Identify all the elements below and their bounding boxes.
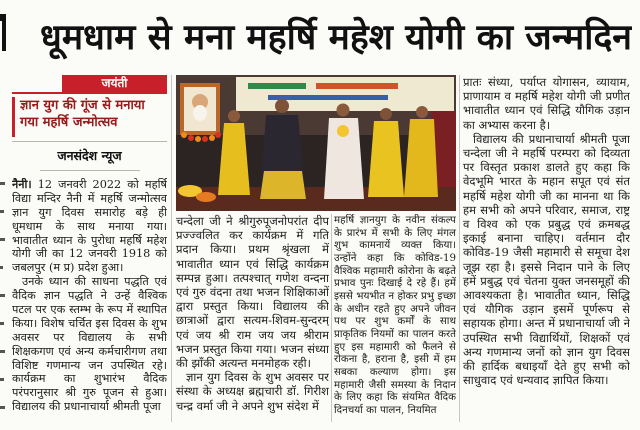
person-figure	[368, 121, 404, 197]
adjacent-article-edge-marks	[0, 0, 8, 426]
article-paragraph: उनके ध्यान की साधना पद्धति एवं वैदिक ज्ञान पद्धति ने उन्हें वैश्विक पटल पर एक स्तम्भ के रूप में स्थापित किया। विशेष चर्चित इस दिवस के शुभ अवसर पर विद्यालय के सभी शिक्षकगण एवं अन्य कर्मचारीगण तथा विशिष्ट गणमान्य जन उपस्थित रहे। कार्यक्रम का शुभारंभ वैदिक परंपरानुसार श्री गुरु पूजन से हुआ। विद्यालय की प्रधानाचार्या श्रीमती पूजा	[12, 275, 167, 414]
flower-bouquet	[337, 125, 349, 137]
edge-text-fragment	[0, 266, 3, 269]
edge-text-fragment	[0, 322, 4, 325]
garland-flower	[202, 136, 208, 142]
subheadline: ज्ञान युग की गूंज से मनाया गया महर्षि जन्मोत्सव	[12, 97, 167, 137]
subheadline-divider	[12, 141, 167, 142]
edge-text-fragment	[0, 350, 5, 353]
edge-text-fragment	[0, 294, 5, 297]
adjacent-article-edge	[0, 0, 8, 426]
column-rule	[331, 214, 332, 422]
garland-flower	[209, 135, 215, 141]
person-head	[228, 110, 240, 122]
person-head	[337, 104, 350, 117]
article-paragraph: विद्यालय की प्रधानाचार्या श्रीमती पूजा चन्देला जी ने महर्षि परम्परा को दिव्यता पर विस्तृत प्रकाश डालते हुए कहा कि वेदभूमि भारत के महान सपूत एवं संत महर्षि महेश योगी जी का मानना था कि हम सभी को अपने परिवार, समाज, राष्ट्र व विश्व को एक प्रबुद्ध एवं क्रमबद्ध इकाई बनाना चाहिए। वर्तमान दौर कोविड-19 जैसी महामारी से समूचा देश जूझ रहा है। इससे निदान पाने के लिए हमें प्रबुद्ध एवं चेतना युक्त जनसमूहों की आवश्यकता है। भावातीत ध्यान, सिद्धि एवं यौगिक उड़ान इसमें पूर्णरूप से सहायक होगा। अन्त में प्रधानाचार्या जी ने उपस्थित सभी विद्यार्थियों, शिक्षकों एवं अन्य गणमान्य जनों को ज्ञान युग दिवस की हार्दिक बधाइयाँ देते हुए सभी को साधुवाद एवं धन्यवाद ज्ञापित किया।	[463, 131, 630, 388]
headline: धूमधाम से मना महर्षि महेश योगी का जन्मदिन	[40, 17, 632, 58]
portrait-beard	[193, 105, 207, 121]
edge-text-fragment	[0, 378, 4, 381]
column-rule	[171, 75, 172, 422]
person-head	[380, 108, 392, 120]
article-paragraph	[12, 178, 167, 275]
person-figure-saree	[260, 171, 306, 199]
article-paragraph: ज्ञान युग दिवस के शुभ अवसर पर संस्था के अध्यक्ष ब्रह्मचारी डॉ. गिरीश चन्द्र वर्मा जी ने अपने शुभ संदेश में	[176, 370, 329, 413]
edge-glyph-fragment	[2, 21, 6, 51]
banner-print-mark	[316, 83, 398, 89]
event-photo	[176, 75, 456, 211]
person-head	[275, 99, 289, 113]
edge-text-fragment	[0, 210, 4, 213]
garland-flower	[195, 136, 201, 142]
article-paragraph: प्रातः संध्या, पर्याप्त योगासन, व्यायाम, प्राणायाम व महर्षि महेश योगी जी प्रणीत भावातीत ध्यान एवं सिद्धि यौगिक उड़ान का अभ्यास करना है।	[463, 75, 630, 132]
edge-text-fragment	[0, 182, 5, 185]
flower-decoration	[196, 192, 216, 202]
banner-print-mark	[248, 83, 306, 89]
article-paragraph: चन्देला जी ने श्रीगुरुपूजनोपरांत दीप प्रज्ज्वलित कर कार्यक्रम में गति प्रदान किया। प्रथम श्रृंखला में भावातीत ध्यान एवं सिद्धि कार्यक्रम सम्पन्न हुआ। तत्पश्चात् गणेश वन्दना एवं गुरु वंदना तथा भजन शिक्षिकाओं द्वारा प्रस्तुत किया। विद्यालय की छात्राओं द्वारा सत्यम-शिवम-सुन्दरम् एवं जय श्री राम जय जय श्रीराम भजन प्रस्तुत किया गया। भजन संध्या की झाँकी अत्यन्त मनमोहक रही।	[176, 214, 329, 371]
edge-text-fragment	[0, 238, 5, 241]
section-label-row	[12, 75, 167, 94]
garland-flower	[181, 132, 187, 138]
section-label: जयंती	[62, 75, 167, 92]
byline: जनसंदेश न्यूज	[57, 148, 122, 163]
banner-print-mark	[268, 95, 388, 100]
event-photo-image	[176, 75, 456, 211]
person-figure	[404, 119, 438, 197]
dateline: नैनी।	[12, 178, 32, 191]
garland-flower	[188, 135, 194, 141]
person-head	[416, 106, 428, 118]
article-column-4	[463, 75, 630, 422]
article-paragraph: महर्षि ज्ञानयुग के नवीन संकल्प के प्रारंभ में सभी के लिए मंगल शुभ कामनायें व्यक्त किया। उन्होंने कहा कि कोविड-19 वैश्विक महामारी कोरोना के बढ़ते प्रभाव पुनः दिखाई दे रहे हैं। हमें इससे भयभीत न होकर प्रभु इच्छा के अधीन रहते हुए अपने जीवन पथ पर शुभ कर्मों के साथ प्राकृतिक नियमों का पालन करते हुए इस महामारी को फैलने से रोकना है, हराना है, इसी में हम सबका कल्याण होगा। इस महामारी जैसी समस्या के निदान के लिए कहा कि संयमित वैदिक दिनचर्या का पालन, नियमित	[334, 214, 456, 416]
garland-flower	[215, 132, 221, 138]
article-paragraph-text: 12 जनवरी 2022 को महर्षि विद्या मन्दिर नैनी में महर्षि जन्मोत्सव ज्ञान युग दिवस समारोह बड़े ही धूमधाम के साथ मनाया गया। भावातीत ध्यान के पुरोधा महर्षि महेश योगी जी का 12 जनवरी 1918 को जबलपुर (म प्र) प्रदेश हुआ।	[12, 178, 167, 275]
edge-glyph-fragment	[0, 14, 6, 21]
edge-text-fragment	[0, 406, 5, 409]
article-column-2	[176, 214, 329, 422]
byline-divider	[40, 170, 140, 171]
column-rule	[459, 75, 460, 422]
article-column-3	[334, 214, 456, 422]
article-column-1	[12, 178, 167, 422]
